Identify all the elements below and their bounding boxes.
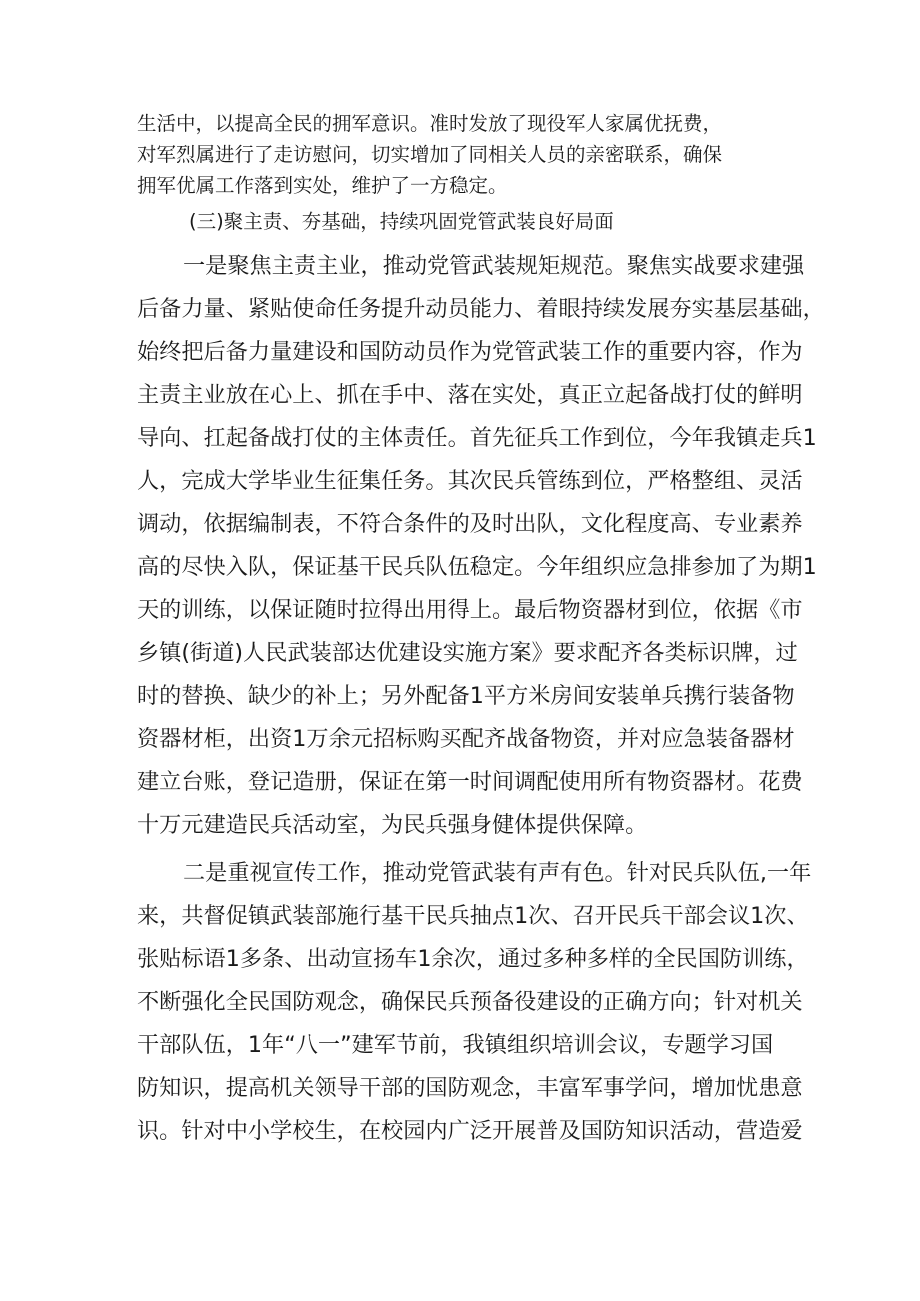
paragraph1-line-10: 乡镇(街道)人民武装部达优建设实施方案》要求配齐各类标识牌，过 xyxy=(137,640,798,666)
paragraph1-line-1: 一是聚焦主责主业，推动党管武装规矩规范。聚焦实战要求建强 xyxy=(183,253,805,279)
paragraph1-line-2: 后备力量、紧贴使命任务提升动员能力、着眼持续发展夯实基层基础， xyxy=(137,296,825,322)
paragraph1-line-4: 主责主业放在心上、抓在手中、落在实处，真正立起备战打仗的鲜明 xyxy=(137,382,803,408)
paragraph1-line-11: 时的替换、缺少的补上；另外配备1平方米房间安装单兵携行装备物 xyxy=(137,683,795,709)
paragraph1-line-5: 导向、扛起备战打仗的主体责任。首先征兵工作到位，今年我镇走兵1 xyxy=(137,425,817,451)
paragraph2-line-2: 来，共督促镇武装部施行基干民兵抽点1次、召开民兵干部会议1次、 xyxy=(137,903,809,929)
paragraph2-line-1: 二是重视宣传工作，推动党管武装有声有色。针对民兵队伍,一年 xyxy=(183,860,812,886)
paragraph2-line-7: 识。针对中小学校生，在校园内广泛开展普及国防知识活动，营造爱 xyxy=(137,1118,803,1144)
paragraph1-line-9: 天的训练，以保证随时拉得出用得上。最后物资器材到位，依据《市 xyxy=(137,597,803,623)
paragraph1-line-12: 资器材柜，出资1万余元招标购买配齐战备物资，并对应急装备器材 xyxy=(137,726,795,752)
intro-line-3: 拥军优属工作落到实处，维护了一方稳定。 xyxy=(137,174,508,197)
paragraph2-line-5: 干部队伍，1年“八一”建军节前，我镇组织培训会议，专题学习国 xyxy=(137,1032,774,1058)
paragraph2-line-4: 不断强化全民国防观念，确保民兵预备役建设的正确方向；针对机关 xyxy=(137,989,803,1015)
intro-line-1: 生活中，以提高全民的拥军意识。准时发放了现役军人家属优抚费， xyxy=(137,112,723,135)
paragraph1-line-7: 调动，依据编制表，不符合条件的及时出队，文化程度高、专业素养 xyxy=(137,511,803,537)
paragraph2-line-3: 张贴标语1多条、出动宣扬车1余次，通过多种多样的全民国防训练， xyxy=(137,946,809,972)
paragraph1-line-6: 人，完成大学毕业生征集任务。其次民兵管练到位，严格整组、灵活 xyxy=(137,468,803,494)
paragraph1-line-14: 十万元建造民兵活动室，为民兵强身健体提供保障。 xyxy=(137,812,648,838)
paragraph2-line-6: 防知识，提高机关领导干部的国防观念，丰富军事学问，增加忧患意 xyxy=(137,1075,803,1101)
paragraph1-line-3: 始终把后备力量建设和国防动员作为党管武装工作的重要内容，作为 xyxy=(137,339,803,365)
paragraph1-line-8: 高的尽快入队，保证基干民兵队伍稳定。今年组织应急排参加了为期1 xyxy=(137,554,817,580)
paragraph1-line-13: 建立台账，登记造册，保证在第一时间调配使用所有物资器材。花费 xyxy=(137,769,803,795)
intro-line-2: 对军烈属进行了走访慰问，切实增加了同相关人员的亲密联系，确保 xyxy=(137,143,723,166)
section-heading: (三)聚主责、夯基础，持续巩固党管武装良好局面 xyxy=(189,210,614,233)
